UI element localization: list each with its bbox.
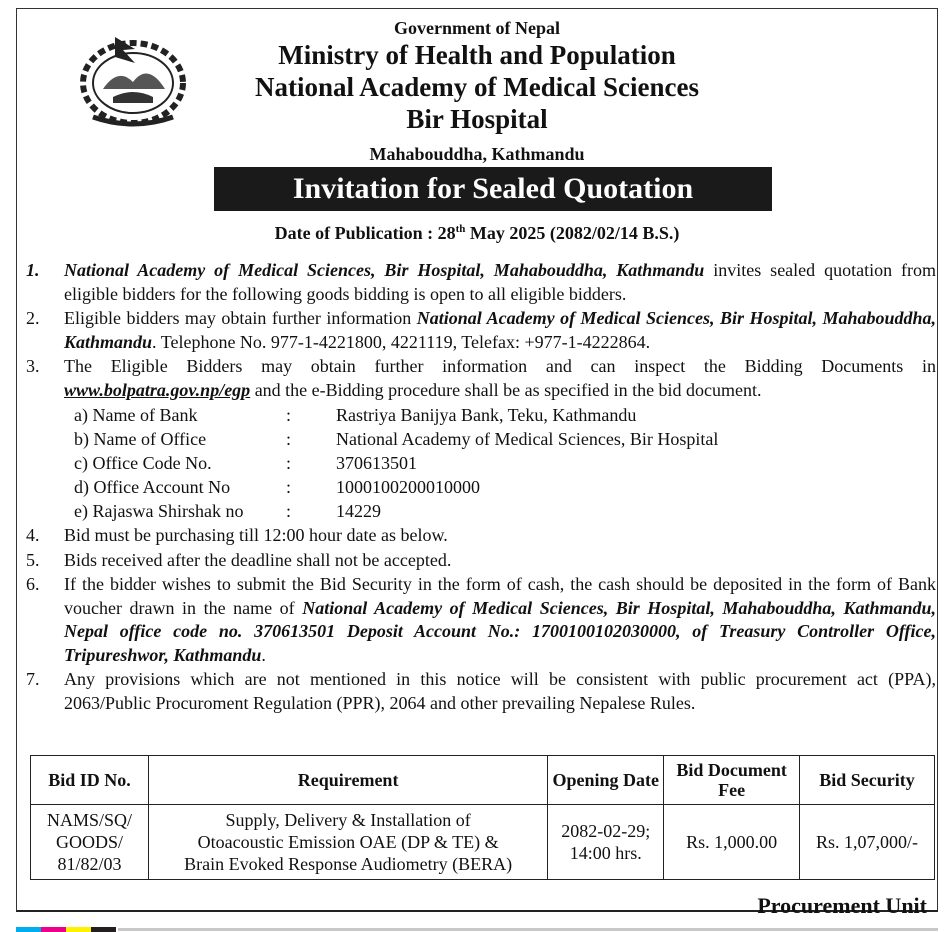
print-color-bar — [16, 927, 116, 932]
color-swatch — [41, 927, 66, 932]
list-item: 4. Bid must be purchasing till 12:00 hour date as below. — [26, 525, 448, 545]
cell-requirement: Supply, Delivery & Installation of Otoacoustic Emission OAE (DP & TE) & Brain Evoked Response Audiometry (BERA) — [148, 805, 547, 880]
notice-title-banner: Invitation for Sealed Quotation — [214, 167, 772, 211]
col-header-requirement: Requirement — [148, 756, 547, 805]
cell-opening-date: 2082-02-29; 14:00 hrs. — [548, 805, 664, 880]
address-line: Mahabouddha, Kathmandu — [369, 144, 585, 164]
ministry-line: Ministry of Health and Population — [278, 40, 676, 70]
list-item: 7. Any provisions which are not mentioned in this notice will be consistent with public procurement act (PPA), 2063/Public Procuroment Regulation (PPR), 2064 and other prevailing Nepalese Rules. — [26, 669, 936, 713]
list-item: 1. National Academy of Medical Sciences, Bir Hospital, Mahabouddha, Kathmandu invites sealed quotation from eligible bidders for the following goods bidding is open to all eligible bidders. — [26, 260, 936, 304]
notice-items — [26, 259, 936, 715]
cell-bid-id: NAMS/SQ/ GOODS/ 81/82/03 — [31, 805, 149, 880]
procurement-unit-signature: Procurement Unit — [757, 893, 927, 918]
bank-row: e) Rajaswa Shirshak no : 14229 — [74, 501, 381, 521]
col-header-opening-date: Opening Date — [548, 756, 664, 805]
bolpatra-link[interactable]: www.bolpatra.gov.np/egp — [64, 379, 251, 400]
academy-line: National Academy of Medical Sciences — [255, 72, 699, 102]
list-item: 3. The Eligible Bidders may obtain further information and can inspect the Bidding Documents in www.bolpatra.gov.np/egp and the e-Bidding procedure shall be as specified in the bid document. — [26, 356, 936, 400]
col-header-doc-fee: Bid Document Fee — [664, 756, 800, 805]
bank-row: b) Name of Office : National Academy of Medical Sciences, Bir Hospital — [74, 429, 719, 449]
list-item: 6. If the bidder wishes to submit the Bid Security in the form of cash, the cash should be deposited in the form of Bank voucher drawn in the name of National Academy of Medical Sciences, Bir Hospital, Mahabouddha, Kathmandu, Nepal office code no. 370613501 Deposit Account No.: 1700100102030000, of Treasury Controller Office, Tripureshwor, Kathmandu. — [26, 574, 936, 665]
list-item: 5. Bids received after the deadline shall not be accepted. — [26, 549, 452, 570]
bank-row: d) Office Account No : 1000100200010000 — [74, 477, 480, 497]
col-header-bid-id: Bid ID No. — [31, 756, 149, 805]
government-line: Government of Nepal — [394, 18, 560, 38]
nepal-emblem-icon — [73, 27, 193, 131]
color-swatch — [16, 927, 41, 932]
hospital-line: Bir Hospital — [406, 104, 548, 134]
table-row — [31, 805, 935, 880]
table-header-row — [31, 756, 935, 805]
gray-rule — [118, 928, 938, 931]
col-header-bid-security: Bid Security — [800, 756, 935, 805]
cell-doc-fee: Rs. 1,000.00 — [664, 805, 800, 880]
color-swatch — [91, 927, 116, 932]
color-swatch — [66, 927, 91, 932]
bank-details — [74, 403, 936, 523]
bid-table — [30, 755, 935, 880]
list-item: 2. Eligible bidders may obtain further information National Academy of Medical Sciences, Bir Hospital, Mahabouddha, Kathmandu. Telephone No. 977-1-4221800, 4221119, Telefax: +977-1-4222864. — [26, 308, 936, 352]
publication-date: Date of Publication : 28th May 2025 (2082/02/14 B.S.) — [274, 223, 680, 243]
bank-row: c) Office Code No. : 370613501 — [74, 453, 417, 473]
notice — [16, 8, 938, 918]
bank-row: a) Name of Bank : Rastriya Banijya Bank, Teku, Kathmandu — [74, 405, 637, 425]
cell-bid-security: Rs. 1,07,000/- — [800, 805, 935, 880]
